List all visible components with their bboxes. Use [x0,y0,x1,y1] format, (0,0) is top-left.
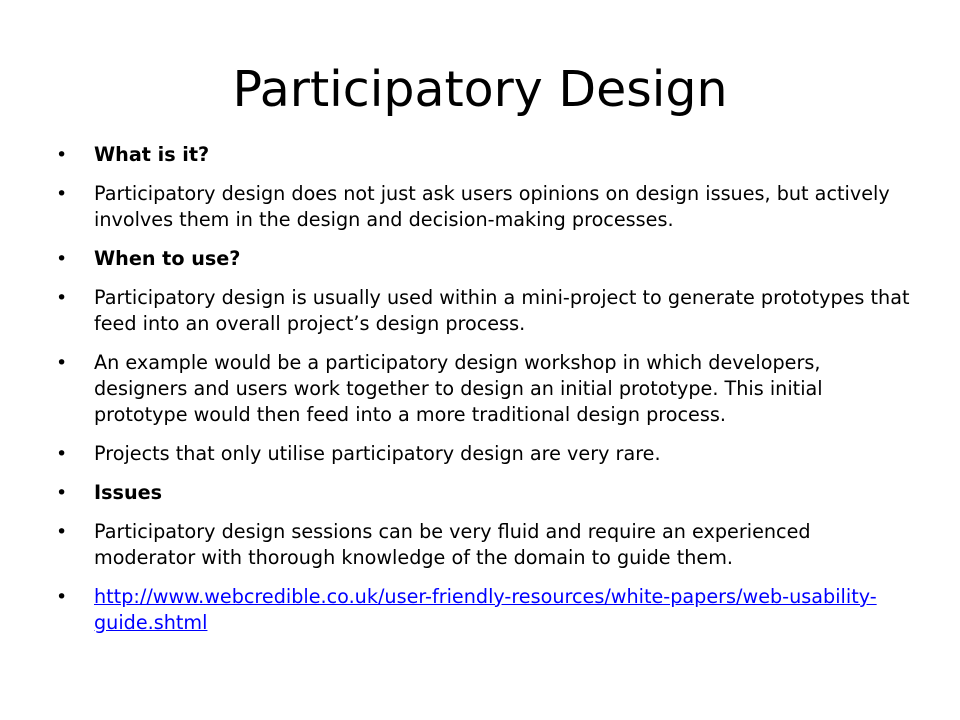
bullet-text: Participatory design does not just ask users opinions on design issues, but actively involves them in the design and decision-making processes. [94,182,890,231]
bullet-text: Participatory design is usually used within a mini-project to generate prototypes that feed into an overall project’s design process. [94,286,910,335]
bullet-icon: • [56,352,68,374]
slide-title: Participatory Design [232,61,728,118]
bullet-icon: • [56,248,68,270]
bullet-when-to-use [52,246,912,272]
bullet-text: Projects that only utilise participatory design are very rare. [94,442,661,465]
bullet-icon: • [56,144,68,166]
bullet-definition [52,181,912,233]
bullet-icon: • [56,287,68,309]
bullet-icon: • [56,521,68,543]
bullet-rarity [52,441,912,467]
reference-link[interactable]: http://www.webcredible.co.uk/user-friendly-resources/white-papers/web-usability-guide.shtml [94,585,877,634]
bullet-what-is-it [52,142,912,168]
bullet-icon: • [56,183,68,205]
bullet-text: Participatory design sessions can be very fluid and require an experienced moderator with thorough knowledge of the domain to guide them. [94,520,811,569]
bullet-text: What is it? [94,143,210,166]
bullet-icon: • [56,443,68,465]
bullet-text: When to use? [94,247,241,270]
bullet-list [52,142,912,649]
bullet-reference [52,584,912,636]
bullet-example [52,350,912,428]
bullet-issues-detail [52,519,912,571]
bullet-icon: • [56,482,68,504]
bullet-icon: • [56,586,68,608]
bullet-usage [52,285,912,337]
bullet-text: An example would be a participatory design workshop in which developers, designers and users work together to design an initial prototype. This initial prototype would then feed into a more traditional design process. [94,351,823,426]
bullet-issues [52,480,912,506]
bullet-text: Issues [94,481,163,504]
